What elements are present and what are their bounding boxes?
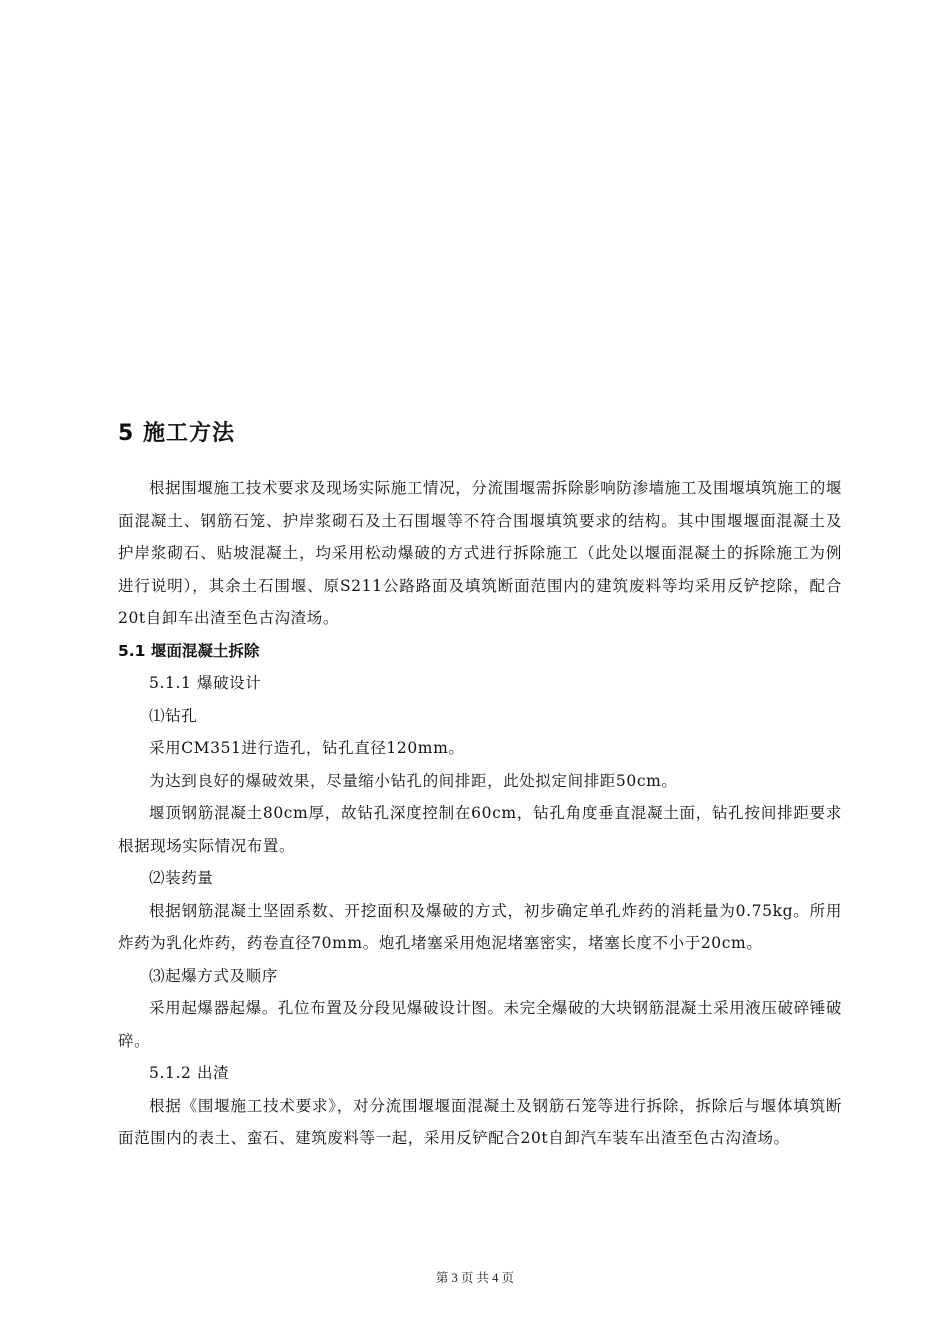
- page-content: [118, 418, 842, 1155]
- section-heading: 5 施工方法: [118, 421, 235, 446]
- initiation-paragraph: 采用起爆器起爆。孔位布置及分段见爆破设计图。未完全爆破的大块钢筋混凝土采用液压破碎锤破碎。: [118, 999, 842, 1050]
- subsection-heading: 5.1 堰面混凝土拆除: [118, 641, 260, 660]
- blasting-design-heading: 5.1.1 爆破设计: [149, 674, 262, 692]
- mucking-paragraph: 根据《围堰施工技术要求》，对分流围堰堰面混凝土及钢筋石笼等进行拆除，拆除后与堰体填筑断面范围内的表土、蛮石、建筑废料等一起，采用反铲配合20t自卸汽车装车出渣至色古沟渣场。: [118, 1096, 842, 1147]
- drilling-paragraph: 堰顶钢筋混凝土80cm厚，故钻孔深度控制在60cm，钻孔角度垂直混凝土面，钻孔按间排距要求根据现场实际情况布置。: [118, 804, 842, 855]
- page-number-footer: 第 3 页 共 4 页: [435, 1271, 515, 1285]
- charge-heading: ⑵装药量: [149, 869, 214, 887]
- intro-paragraph: 根据围堰施工技术要求及现场实际施工情况，分流围堰需拆除影响防渗墙施工及围堰填筑施工的堰面混凝土、钢筋石笼、护岸浆砌石及土石围堰等不符合围堰填筑要求的结构。其中围堰堰面混凝土及护岸浆砌石、贴坡混凝土，均采用松动爆破的方式进行拆除施工（此处以堰面混凝土的拆除施工为例进行说明），其余土石围堰、原S211公路路面及填筑断面范围内的建筑废料等均采用反铲挖除，配合20t自卸车出渣至色古沟渣场。: [118, 479, 842, 627]
- drilling-heading: ⑴钻孔: [149, 706, 198, 725]
- mucking-heading: 5.1.2 出渣: [149, 1064, 230, 1082]
- initiation-heading: ⑶起爆方式及顺序: [149, 966, 278, 985]
- charge-paragraph: 根据钢筋混凝土坚固系数、开挖面积及爆破的方式，初步确定单孔炸药的消耗量为0.75kg。所用炸药为乳化炸药，药卷直径70mm。炮孔堵塞采用炮泥堵塞密实，堵塞长度不小于20cm。: [118, 901, 842, 952]
- drilling-paragraph: 为达到良好的爆破效果，尽量缩小钻孔的间排距，此处拟定间排距50cm。: [149, 771, 678, 790]
- drilling-paragraph: 采用CM351进行造孔，钻孔直径120mm。: [149, 739, 465, 757]
